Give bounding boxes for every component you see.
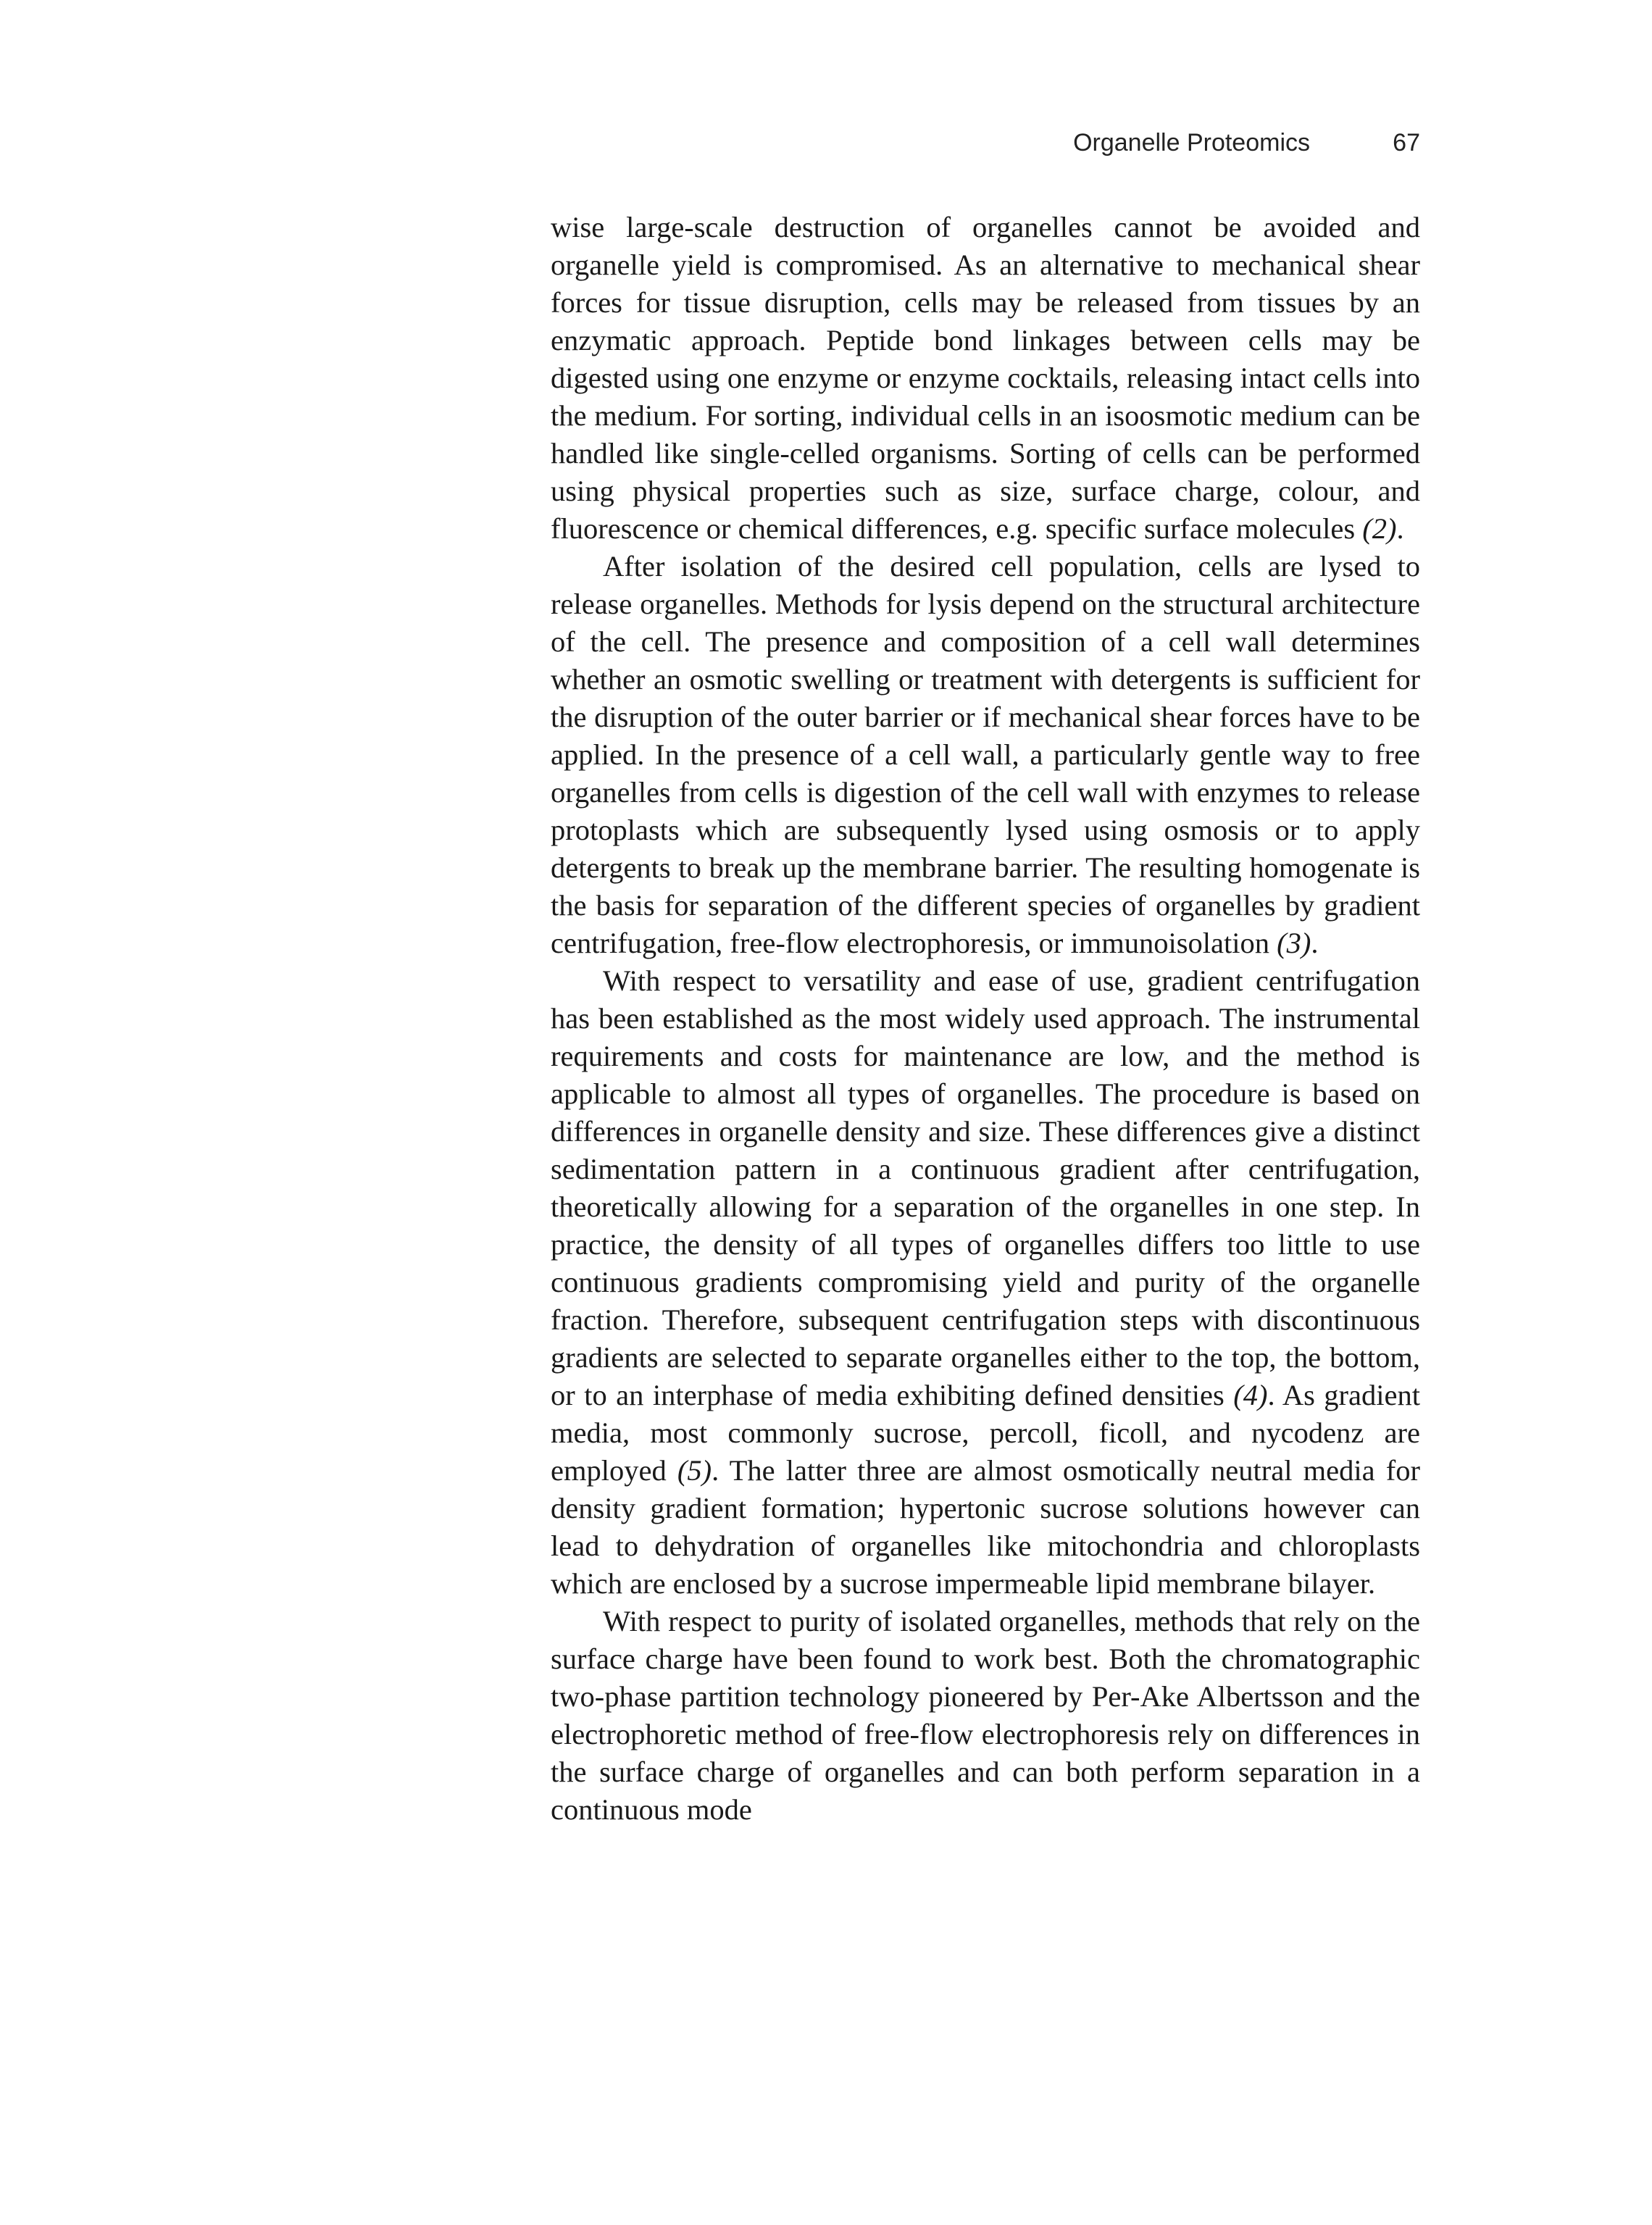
page-number: 67 [1393, 129, 1420, 156]
citation-ref: (4) [1233, 1379, 1268, 1411]
paragraph-2 [551, 548, 1420, 962]
text-segment: With respect to versatility and ease of use, gradient centrifugation has been established as the most widely used approach. The instrumental requirements and costs for maintenance are low, and the method is applicable to almost all types of organelles. The procedure is based on differences in organelle density and size. These differences give a distinct sedimentation pattern in a continuous gradient after centrifugation, theoretically allowing for a separation of the organelles in one step. In practice, the density of all types of organelles differs too little to use continuous gradients compromising yield and purity of the organelle fraction. Therefore, subsequent centrifugation steps with discontinuous gradients are selected to separate organelles either to the top, the bottom, or to an interphase of media exhibiting defined densities [551, 964, 1420, 1411]
citation-ref: (3) [1277, 927, 1311, 959]
text-segment: . The latter three are almost osmotically neutral media for density gradient formation; hypertonic sucrose solutions however can lead to dehydration of organelles like mitochondria and chloroplasts which are enclosed by a sucrose impermeable lipid membrane bilayer. [551, 1454, 1420, 1600]
text-segment: . [1396, 512, 1404, 545]
paragraph-1 [551, 209, 1420, 548]
body-text [551, 209, 1420, 1829]
running-head [551, 129, 1420, 165]
text-segment: After isolation of the desired cell population, cells are lysed to release organelles. Methods for lysis depend on the structural architecture of the cell. The presence and composition of a cell wall determines whether an osmotic swelling or treatment with detergents is sufficient for the disruption of the outer barrier or if mechanical shear forces have to be applied. In the presence of a cell wall, a particularly gentle way to free organelles from cells is digestion of the cell wall with enzymes to release protoplasts which are subsequently lysed using osmosis or to apply detergents to break up the membrane barrier. The resulting homogenate is the basis for separation of the different species of organelles by gradient centrifugation, free-flow electrophoresis, or immunoisolation [551, 550, 1420, 959]
paragraph-3 [551, 962, 1420, 1603]
citation-ref: (5) [677, 1454, 712, 1487]
text-segment: wise large-scale destruction of organelles cannot be avoided and organelle yield is compromised. As an alternative to mechanical shear forces for tissue disruption, cells may be released from tissues by an enzymatic approach. Peptide bond linkages between cells may be digested using one enzyme or enzyme cocktails, releasing intact cells into the medium. For sorting, individual cells in an isoosmotic medium can be handled like single-celled organisms. Sorting of cells can be performed using physical properties such as size, surface charge, colour, and fluorescence or chemical differences, e.g. specific surface molecules [551, 211, 1420, 545]
text-segment: With respect to purity of isolated organelles, methods that rely on the surface charge have been found to work best. Both the chromatographic two-phase partition technology pioneered by Per-Ake Albertsson and the electrophoretic method of free-flow electrophoresis rely on differences in the surface charge of organelles and can both perform separation in a continuous mode [551, 1605, 1420, 1826]
text-segment: . [1311, 927, 1319, 959]
paragraph-4 [551, 1603, 1420, 1829]
text-segment: . As gradient media, most commonly sucrose, percoll, ficoll, and nycodenz are employed [551, 1379, 1421, 1487]
running-title: Organelle Proteomics [1073, 129, 1310, 156]
citation-ref: (2) [1362, 512, 1397, 545]
